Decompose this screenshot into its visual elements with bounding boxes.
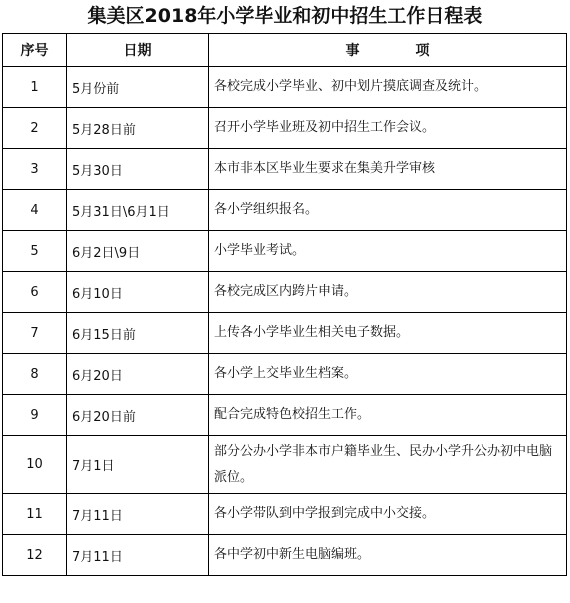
row-item: 上传各小学毕业生相关电子数据。 bbox=[209, 313, 567, 354]
row-serial-number: 6 bbox=[3, 272, 67, 313]
row-item: 小学毕业考试。 bbox=[209, 231, 567, 272]
row-serial-number: 9 bbox=[3, 395, 67, 436]
row-date: 5月28日前 bbox=[67, 108, 209, 149]
table-row bbox=[3, 313, 567, 354]
row-serial-number: 2 bbox=[3, 108, 67, 149]
row-serial-number: 10 bbox=[3, 436, 67, 494]
table-row bbox=[3, 272, 567, 313]
table-row bbox=[3, 67, 567, 108]
table-row bbox=[3, 354, 567, 395]
row-date: 6月15日前 bbox=[67, 313, 209, 354]
row-date: 6月10日 bbox=[67, 272, 209, 313]
row-item: 各小学组织报名。 bbox=[209, 190, 567, 231]
row-date: 7月11日 bbox=[67, 535, 209, 576]
row-date: 6月20日前 bbox=[67, 395, 209, 436]
row-date: 7月11日 bbox=[67, 494, 209, 535]
table-row bbox=[3, 231, 567, 272]
row-date: 6月2日\9日 bbox=[67, 231, 209, 272]
row-item: 召开小学毕业班及初中招生工作会议。 bbox=[209, 108, 567, 149]
schedule-table bbox=[2, 33, 567, 576]
row-item: 部分公办小学非本市户籍毕业生、民办小学升公办初中电脑派位。 bbox=[209, 436, 567, 494]
row-item: 本市非本区毕业生要求在集美升学审核 bbox=[209, 149, 567, 190]
table-row bbox=[3, 108, 567, 149]
row-serial-number: 3 bbox=[3, 149, 67, 190]
row-item: 各小学带队到中学报到完成中小交接。 bbox=[209, 494, 567, 535]
row-item: 各小学上交毕业生档案。 bbox=[209, 354, 567, 395]
row-serial-number: 7 bbox=[3, 313, 67, 354]
header-serial-number: 序号 bbox=[3, 34, 67, 67]
row-serial-number: 1 bbox=[3, 67, 67, 108]
header-date: 日期 bbox=[67, 34, 209, 67]
table-row bbox=[3, 436, 567, 494]
row-item: 各校完成区内跨片申请。 bbox=[209, 272, 567, 313]
row-date: 6月20日 bbox=[67, 354, 209, 395]
row-serial-number: 8 bbox=[3, 354, 67, 395]
table-row bbox=[3, 535, 567, 576]
row-serial-number: 12 bbox=[3, 535, 67, 576]
row-item: 各中学初中新生电脑编班。 bbox=[209, 535, 567, 576]
header-item: 事 项 bbox=[209, 34, 567, 67]
table-row bbox=[3, 494, 567, 535]
table-header-row bbox=[3, 34, 567, 67]
row-date: 7月1日 bbox=[67, 436, 209, 494]
table-row bbox=[3, 190, 567, 231]
document-title: 集美区2018年小学毕业和初中招生工作日程表 bbox=[87, 5, 483, 27]
row-date: 5月30日 bbox=[67, 149, 209, 190]
row-serial-number: 4 bbox=[3, 190, 67, 231]
table-row bbox=[3, 149, 567, 190]
row-serial-number: 5 bbox=[3, 231, 67, 272]
row-date: 5月31日\6月1日 bbox=[67, 190, 209, 231]
row-serial-number: 11 bbox=[3, 494, 67, 535]
row-date: 5月份前 bbox=[67, 67, 209, 108]
row-item: 各校完成小学毕业、初中划片摸底调查及统计。 bbox=[209, 67, 567, 108]
row-item: 配合完成特色校招生工作。 bbox=[209, 395, 567, 436]
table-row bbox=[3, 395, 567, 436]
